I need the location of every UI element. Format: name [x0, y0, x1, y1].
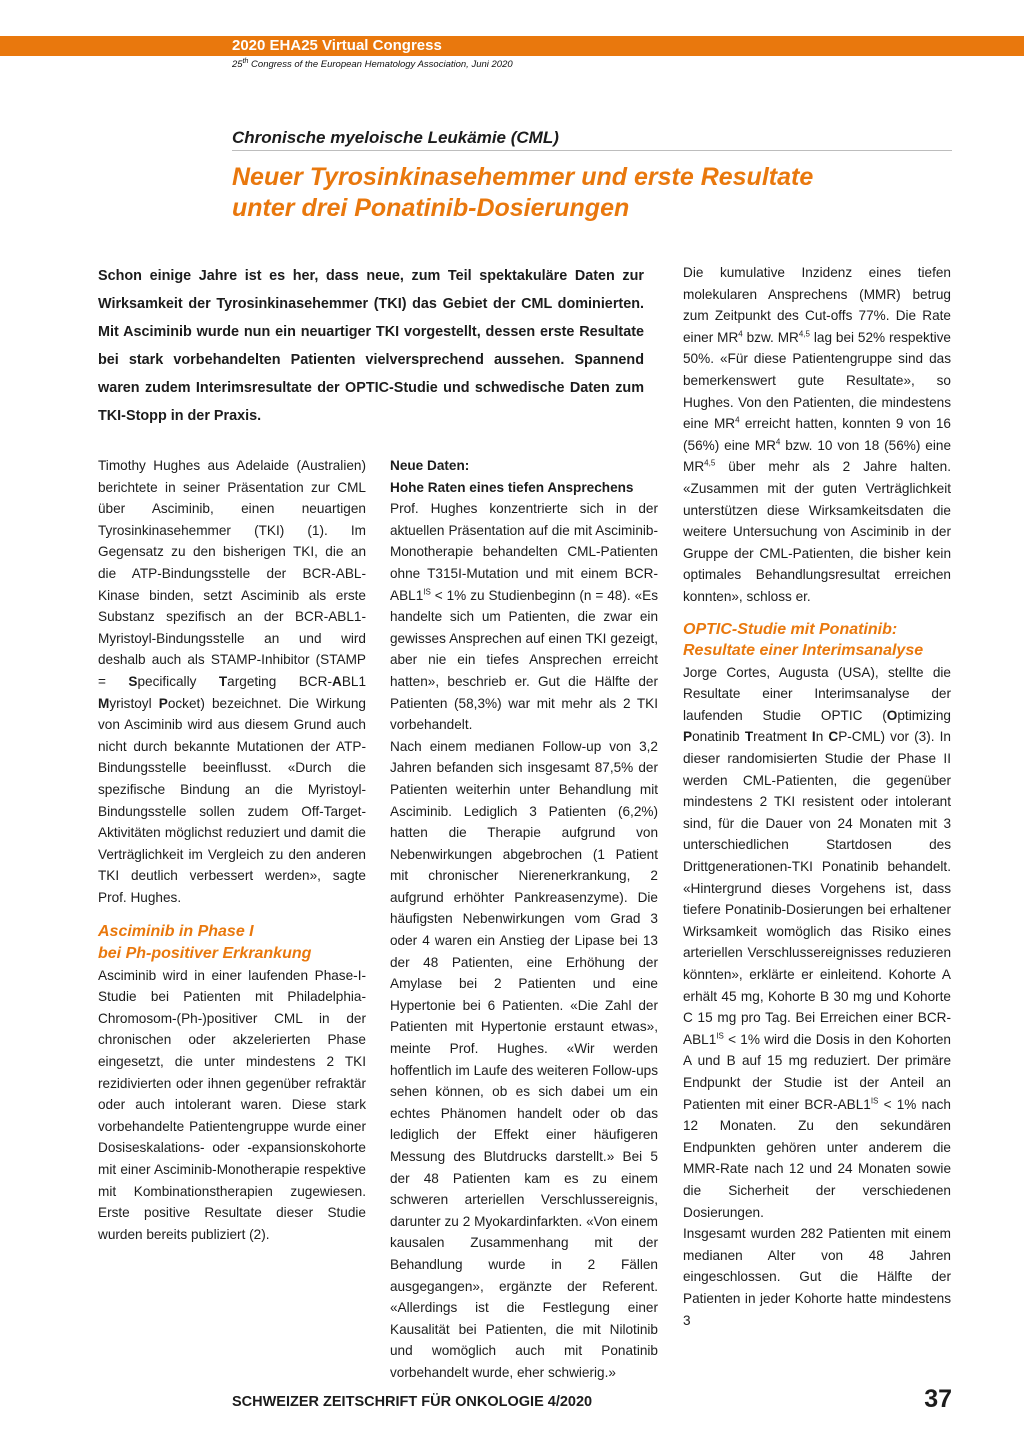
congress-banner: [0, 36, 1024, 56]
column-1: [98, 455, 366, 1245]
section-heading: Asciminib in Phase I bei Ph-positiver Erkrankung: [98, 923, 312, 963]
article-topic: Chronische myeloische Leukämie (CML): [232, 128, 559, 147]
column-2: [390, 455, 658, 1384]
paragraph: Prof. Hughes konzentrierte sich in der aktuellen Präsentation auf die mit Asciminib-Monotherapie behandelten CML-Patienten ohne T315I-Mutation und mit einem BCR-$ABL1^{IS} < 1\%$ zu Studienbeginn (n = 48). «Es handelte sich um Patienten, die zwar ein gewisses Ansprechen auf einen TKI gezeigt, aber nie ein tiefes Ansprechen erreicht hatten», beschrieb er. Gut die Hälfte der Patienten (58,3%) war mit mehr als 2 TKI vorbehandelt.: [390, 501, 658, 733]
congress-title: 2020 EHA25 Virtual Congress: [232, 37, 442, 54]
section-subheading: Hohe Raten eines tiefen Ansprechens: [390, 479, 634, 495]
column-3: [683, 262, 951, 1331]
paragraph: Jorge Cortes, Augusta (USA), stellte die Resultate einer Interimsanalyse der laufenden Studie OPTIC (Optimizing Ponatinib Treatment In CP-CML) vor (3). In dieser randomisierten Studie der Phase II werden CML-Patienten, die gegenüber mindestens 2 TKI resistent oder intolerant sind, für die Dauer von 24 Monaten mit 3 unterschiedlichen Startdosen des Drittgenerationen-TKI Ponatinib behandelt. «Hintergrund dieses Vorgehens ist, dass tiefere Ponatinib-Dosierungen bei erhaltener Wirksamkeit womöglich das Risiko eines arteriellen Verschlussereignisses reduzieren könnten», erklärte er einleitend. Kohorte A erhält 45 mg, Kohorte B 30 mg und Kohorte C 15 mg pro Tag. Bei Erreichen einer BCR-$ABL1^{IS} < 1\%$ wird die Dosis in den Kohorten A und B auf 15 mg reduziert. Der primäre Endpunkt der Studie ist der Anteil an Patienten mit einer BCR-$ABL1^{IS} < 1\%$ nach 12 Monaten. Zu den sekundären Endpunkten gehören unter anderem die MMR-Rate nach 12 und 24 Monaten sowie die Sicherheit der verschiedenen Dosierungen.: [683, 664, 951, 1220]
paragraph: Timothy Hughes aus Adelaide (Australien) berichtete in seiner Präsentation zur CML über Asciminib, einen neuartigen Tyrosinkinasehemmer (TKI) (1). Im Gegensatz zu den bisherigen TKI, die an die ATP-Bindungsstelle der BCR-ABL-Kinase binden, setzt Asciminib als erste Substanz spezifisch an der BCR-ABL1-Myristoyl-Bindungsstelle an und wird deshalb auch als STAMP-Inhibitor (STAMP = Specifically Targeting BCR-ABL1 Myristoyl Pocket) bezeichnet. Die Wirkung von Asciminib wird aus diesem Grund auch nicht durch bekannte Mutationen der ATP-Bindungsstelle beeinflusst. «Durch die spezifische Bindung an die Myristoyl-Bindungsstelle sollen zudem Off-Target-Aktivitäten möglichst reduziert und damit die Verträglichkeit im Vergleich zu den anderen TKI deutlich verbessert werden», sagte Prof. Hughes.: [98, 458, 366, 905]
paragraph: Insgesamt wurden 282 Patienten mit einem medianen Alter von 48 Jahren eingeschlossen. Gut die Hälfte der Patienten in jeder Kohorte hatte mindestens 3: [683, 1226, 951, 1328]
congress-subtitle: 25th Congress of the European Hematology Association, Juni 2020: [232, 57, 513, 70]
journal-footer: SCHWEIZER ZEITSCHRIFT FÜR ONKOLOGIE 4/2020: [232, 1394, 593, 1410]
paragraph: Die kumulative Inzidenz eines tiefen molekularen Ansprechens (MMR) betrug zum Zeitpunkt des Cut-offs 77%. Die Rate einer $MR^4$ bzw. MR$^{4,5}$ lag bei 52% respektive 50%. «Für diese Patientengruppe sind das bemerkenswert gute Resultate», so Hughes. Von den Patienten, die mindestens eine $MR^4$ erreicht hatten, konnten 9 von 16 (56%) eine $MR^4$ bzw. 10 von 18 (56%) eine MR$^{4,5}$ über mehr als 2 Jahre halten. «Zusammen mit der guten Verträglichkeit unterstützen diese Wirksamkeitsdaten die weitere Untersuchung von Asciminib in der Gruppe der CML-Patienten, die bisher kein optimales Behandlungsresultat erreichen konnten», schloss er.: [683, 265, 952, 604]
title-line-2: unter drei Ponatinib-Dosierungen: [232, 194, 630, 222]
article-lead: Schon einige Jahre ist es her, dass neue, zum Teil spektakuläre Daten zur Wirksamkeit der Tyrosinkinasehemmer (TKI) das Gebiet der CML dominierten. Mit Asciminib wurde nun ein neuartiger TKI vorgestellt, dessen erste Resultate bei stark vorbehandelten Patienten vielversprechend aussehen. Spannend waren zudem Interimsresultate der OPTIC-Studie und schwedische Daten zum TKI-Stopp in der Praxis.: [98, 268, 644, 424]
page-number: 37: [924, 1385, 952, 1413]
paragraph: Nach einem medianen Follow-up von 3,2 Jahren befanden sich insgesamt 87,5% der Patienten weiterhin unter Behandlung mit Asciminib. Lediglich 3 Patienten (6,2%) hatten die Therapie aufgrund von Nebenwirkungen abgebrochen (1 Patient mit chronischer Nierenerkrankung, 2 aufgrund erhöhter Pankreasenzyme). Die häufigsten Nebenwirkungen vom Grad 3 oder 4 waren ein Anstieg der Lipase bei 13 der 48 Patienten, eine Erhöhung der Amylase bei 2 Patienten und eine Hypertonie bei 6 Patienten. «Die Zahl der Patienten mit Hypertonie erstaunt etwas», meinte Prof. Hughes. «Wir werden hoffentlich im Laufe des weiteren Follow-ups sehen können, ob es sich dabei um ein echtes Phänomen handelt oder ob das lediglich der Effekt einer häufigeren Messung des Blutdrucks darstellt.» Bei 5 der 48 Patienten kam es zu einem schweren arteriellen Verschlussereignis, darunter zu 2 Myokardinfarkten. «Von einem kausalen Zusammenhang mit der Behandlung wurde in 2 Fällen ausgegangen», ergänzte der Referent. «Allerdings ist die Festlegung einer Kausalität bei Patienten, die mit Nilotinib und womöglich auch mit Ponatinib vorbehandelt wurde, eher schwierig.»: [390, 738, 658, 1380]
title-line-1: Neuer Tyrosinkinasehemmer und erste Resultate: [232, 163, 814, 191]
section-heading: OPTIC-Studie mit Ponatinib: Resultate einer Interimsanalyse: [683, 620, 924, 660]
topic-divider: [232, 150, 952, 151]
article-title: [232, 162, 952, 224]
paragraph: Asciminib wird in einer laufenden Phase-I-Studie bei Patienten mit Philadelphia-Chromosom-(Ph-)positiver CML in der chronischen oder akzelerierten Phase eingesetzt, die unter mindestens 2 TKI rezidivierten oder ihnen gegenüber refraktär oder auch intolerant waren. Diese stark vorbehandelte Patientengruppe wurde einer Dosiseskalations- oder -expansionskohorte mit einer Asciminib-Monotherapie respektive mit Kombinationstherapien zugewiesen. Erste positive Resultate dieser Studie wurden bereits publiziert (2).: [98, 967, 366, 1242]
section-heading: Neue Daten:: [390, 458, 470, 473]
